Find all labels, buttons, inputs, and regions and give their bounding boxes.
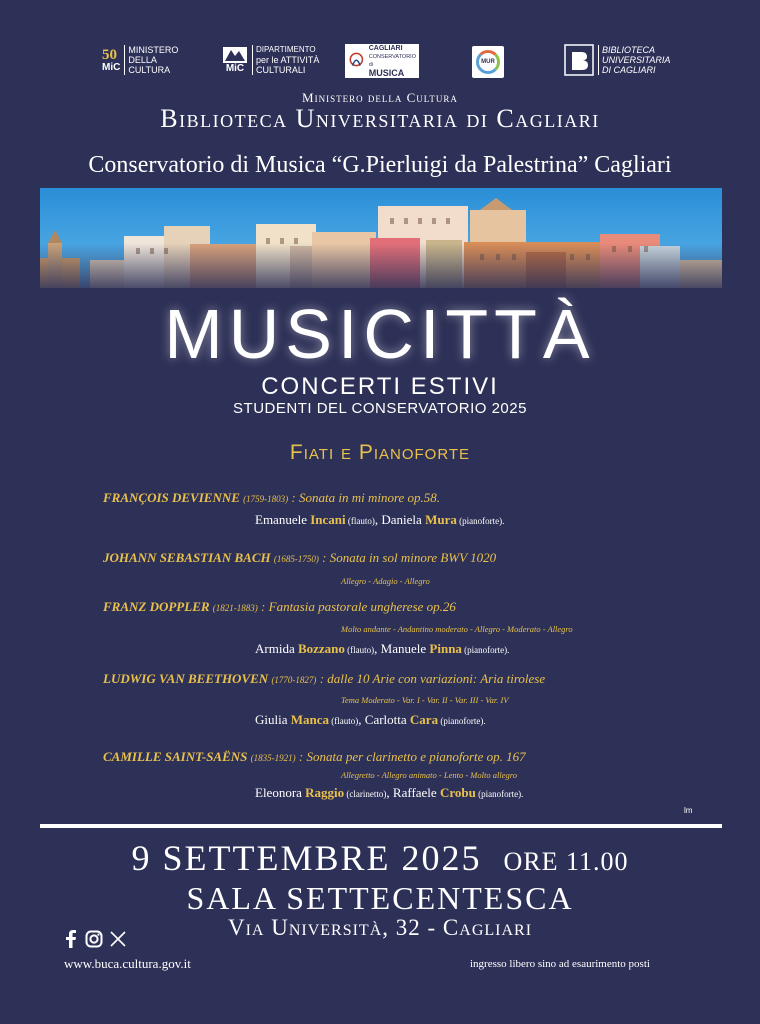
entry-note: ingresso libero sino ad esaurimento posti xyxy=(470,958,650,970)
performer-first-name: Eleonora xyxy=(255,785,306,800)
performers-4 xyxy=(255,785,523,801)
composer-name: LUDWIG VAN BEETHOVEN xyxy=(103,671,269,686)
performer-last-name: Pinna xyxy=(429,641,462,656)
performer-instrument: (pianoforte) xyxy=(475,789,522,799)
performer-end: . xyxy=(521,789,524,799)
performer-instrument: (pianoforte) xyxy=(461,645,508,655)
program-item-bach xyxy=(103,550,496,566)
program-item-beethoven xyxy=(103,671,545,687)
performers-3 xyxy=(255,712,486,728)
composer-years: (1821-1883) xyxy=(212,603,258,613)
divider-line xyxy=(40,824,722,828)
performer-separator: , xyxy=(374,641,381,656)
logo-mic-line2: DELLA xyxy=(128,55,157,65)
logo-mic-number: 50 xyxy=(102,46,117,63)
performer-instrument: (flauto) xyxy=(344,645,375,655)
composer-name: CAMILLE SAINT-SAËNS xyxy=(103,749,248,764)
facebook-icon[interactable] xyxy=(64,930,78,948)
performer-first-name: Armida xyxy=(255,641,298,656)
event-subtitle-2: STUDENTI DEL CONSERVATORIO 2025 xyxy=(233,400,527,417)
movements-saint-saens: Allegretto - Allegro animato - Lento - Molto allegro xyxy=(341,770,517,780)
event-address: Via Università, 32 - Cagliari xyxy=(227,915,533,940)
logo-conservatorio xyxy=(345,44,419,78)
logo-dip-attivita-culturali xyxy=(222,40,319,80)
performer-first-name: Carlotta xyxy=(364,712,410,727)
program-item-devienne xyxy=(103,490,440,506)
composer-years: (1835-1921) xyxy=(250,753,296,763)
performer-end: . xyxy=(483,716,486,726)
performer-first-name: Emanuele xyxy=(255,512,311,527)
event-subtitle: CONCERTI ESTIVI xyxy=(261,373,499,400)
website-link[interactable]: www.buca.cultura.gov.it xyxy=(64,956,191,971)
performer-end: . xyxy=(507,645,510,655)
performer-last-name: Raggio xyxy=(305,785,345,800)
ministry-line: Ministero della Cultura xyxy=(302,90,458,105)
logo-dip-line2: per le ATTIVITÀ xyxy=(256,55,320,65)
logo-cons-line1: CAGLIARI xyxy=(368,45,403,52)
event-title: MUSICITTÀ xyxy=(164,295,596,373)
performer-first-name: Giulia xyxy=(255,712,291,727)
performer-first-name: Raffaele xyxy=(392,785,440,800)
performer-separator: , xyxy=(374,512,382,527)
designer-initials: lm xyxy=(684,806,693,815)
work-title: : Sonata in mi minore op.58. xyxy=(288,490,441,505)
mur-ring-icon xyxy=(476,50,500,74)
composer-name: FRANZ DOPPLER xyxy=(103,599,210,614)
logo-mic-50 xyxy=(102,40,178,80)
performer-separator: , xyxy=(358,712,365,727)
performer-last-name: Manca xyxy=(290,712,330,727)
instagram-icon[interactable] xyxy=(85,930,103,948)
logo-mur xyxy=(472,46,504,78)
movements-doppler: Molto andante - Andantino moderato - Allegro - Moderato - Allegro xyxy=(341,624,573,634)
logo-cons-line3: MUSICA xyxy=(368,68,405,78)
performers-2 xyxy=(255,641,509,657)
performer-instrument: (flauto) xyxy=(329,716,359,726)
logo-buc-line2: UNIVERSITARIA xyxy=(602,55,671,65)
event-date-time xyxy=(0,838,760,882)
conservatorio-emblem-icon xyxy=(348,49,365,73)
logo-biblioteca-universitaria xyxy=(564,40,670,80)
cagliari-skyline-photo xyxy=(40,188,722,288)
x-icon[interactable] xyxy=(110,931,126,947)
work-title: : dalle 10 Arie con variazioni: Aria tirolese xyxy=(316,671,546,686)
movements-bach: Allegro - Adagio - Allegro xyxy=(341,576,430,586)
work-title: : Fantasia pastorale ungherese op.26 xyxy=(257,599,456,614)
logo-buc-line3: DI CAGLIARI xyxy=(602,65,656,75)
event-venue: SALA SETTECENTESCA xyxy=(186,880,574,916)
composer-name: JOHANN SEBASTIAN BACH xyxy=(103,550,271,565)
performer-instrument: (clarinetto) xyxy=(344,789,387,799)
buc-emblem-icon xyxy=(564,44,594,76)
performer-last-name: Incani xyxy=(310,512,346,527)
performer-last-name: Cara xyxy=(409,712,439,727)
performer-instrument: (pianoforte) xyxy=(438,716,484,726)
composer-years: (1685-1750) xyxy=(273,554,319,564)
performer-last-name: Bozzano xyxy=(297,641,345,656)
logo-mic-line3: CULTURA xyxy=(128,65,171,75)
performer-end: . xyxy=(502,516,505,526)
program-item-saint-saens xyxy=(103,749,526,765)
movements-beethoven: Tema Moderato - Var. I - Var. II - Var. III - Var. IV xyxy=(341,695,509,705)
section-title: Fiati e Pianoforte xyxy=(289,441,471,464)
logo-mic-line1: MINISTERO xyxy=(128,45,179,55)
logo-cons-line2: CONSERVATORIO di xyxy=(368,54,416,68)
logo-dip-badge: MiC xyxy=(225,63,245,74)
performer-instrument: (flauto) xyxy=(345,516,375,526)
performer-instrument: (pianoforte) xyxy=(456,516,503,526)
composer-name: FRANÇOIS DEVIENNE xyxy=(103,490,240,505)
performer-last-name: Crobu xyxy=(439,785,476,800)
performer-first-name: Daniela xyxy=(381,512,426,527)
work-title: : Sonata in sol minore BWV 1020 xyxy=(318,550,497,565)
conservatory-title: Conservatorio di Musica “G.Pierluigi da Palestrina” Cagliari xyxy=(88,152,672,178)
library-title: Biblioteca Universitaria di Cagliari xyxy=(160,104,600,133)
social-icons xyxy=(64,930,126,948)
event-date: 9 SETTEMBRE 2025 xyxy=(131,838,482,878)
mic-emblem-icon xyxy=(222,46,248,64)
logo-dip-line1: DIPARTIMENTO xyxy=(256,45,316,54)
logo-buc-line1: BIBLIOTECA xyxy=(602,45,656,55)
logo-mic-badge: MiC xyxy=(102,61,121,73)
composer-years: (1759-1803) xyxy=(243,494,289,504)
program-item-doppler xyxy=(103,599,456,615)
performer-last-name: Mura xyxy=(425,512,457,527)
performer-first-name: Manuele xyxy=(380,641,430,656)
logo-dip-line3: CULTURALI xyxy=(256,65,306,75)
composer-years: (1770-1827) xyxy=(271,675,317,685)
logo-mur-text: MUR xyxy=(481,59,495,65)
work-title: : Sonata per clarinetto e pianoforte op. 167 xyxy=(295,749,526,764)
event-time: ORE 11.00 xyxy=(503,847,629,876)
performer-separator: , xyxy=(386,785,393,800)
performers-1 xyxy=(255,512,504,528)
